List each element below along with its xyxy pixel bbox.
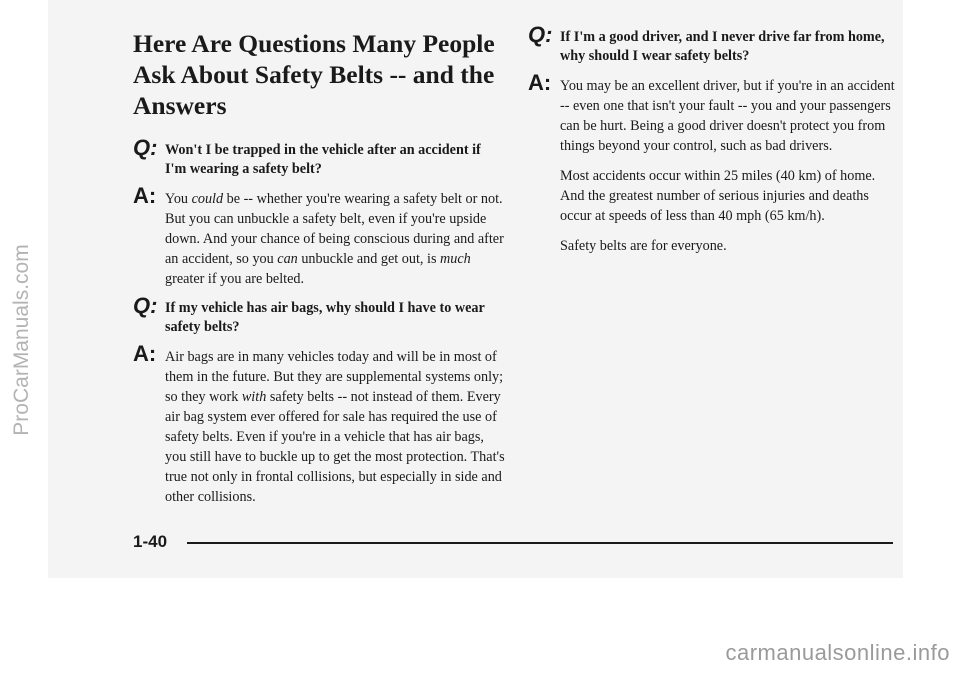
answer-text bbox=[165, 189, 505, 289]
page-footer bbox=[133, 532, 893, 552]
footer-rule bbox=[187, 542, 893, 544]
question-block bbox=[528, 22, 898, 66]
answer-paragraph: Most accidents occur within 25 miles (40 km) of home. And the greatest number of serious injuries and deaths occur at speeds of less than 40 mph (65 km/h). bbox=[560, 168, 876, 224]
right-column bbox=[528, 22, 898, 266]
question-block bbox=[133, 135, 505, 179]
answer-marker: A: bbox=[528, 70, 552, 95]
question-text: If my vehicle has air bags, why should I have to wear safety belts? bbox=[165, 300, 485, 335]
question-text: If I'm a good driver, and I never drive far from home, why should I wear safety belts? bbox=[560, 29, 885, 64]
left-qa-list bbox=[133, 135, 505, 507]
question-marker: Q: bbox=[133, 135, 158, 160]
answer-marker: A: bbox=[133, 341, 157, 366]
answer-paragraph: Safety belts are for everyone. bbox=[560, 238, 727, 254]
answer-paragraph: You may be an excellent driver, but if you're in an accident -- even one that isn't your fault -- you and your passengers can be hurt. Being a good driver doesn't protect you from things beyond your control, such as bad drivers. bbox=[560, 78, 895, 154]
page-title: Here Are Questions Many People Ask About Safety Belts -- and the Answers bbox=[133, 29, 495, 120]
side-watermark: ProCarManuals.com bbox=[10, 244, 33, 436]
answer-text bbox=[165, 347, 505, 507]
answer-block bbox=[528, 70, 898, 256]
answer-block bbox=[133, 183, 505, 289]
manual-page bbox=[48, 0, 903, 578]
answer-paragraph: Air bags are in many vehicles today and will be in most of them in the future. But they are supplemental systems only; so they work with safety belts -- not instead of them. Every air bag system ever offered for sale has required the use of safety belts. Even if you're in a vehicle that has air bags, you still have to buckle up to get the most protection. That's true not only in frontal collisions, but especially in side and other collisions. bbox=[165, 349, 505, 505]
answer-marker: A: bbox=[133, 183, 157, 208]
page-number: 1-40 bbox=[133, 532, 168, 551]
question-text: Won't I be trapped in the vehicle after an accident if I'm wearing a safety belt? bbox=[165, 142, 481, 177]
question-marker: Q: bbox=[528, 22, 553, 47]
answer-paragraph: You could be -- whether you're wearing a safety belt or not. But you can unbuckle a safety belt, even if you're upside down. And your chance of being conscious during and after an accident, so you can unbuckle and get out, is much greater if you are belted. bbox=[165, 191, 504, 287]
answer-block bbox=[133, 341, 505, 507]
answer-text bbox=[560, 76, 898, 256]
site-credit: carmanualsonline.info bbox=[725, 640, 950, 665]
question-marker: Q: bbox=[133, 293, 158, 318]
question-block bbox=[133, 293, 505, 337]
right-qa-list bbox=[528, 22, 898, 256]
left-column bbox=[133, 28, 505, 517]
